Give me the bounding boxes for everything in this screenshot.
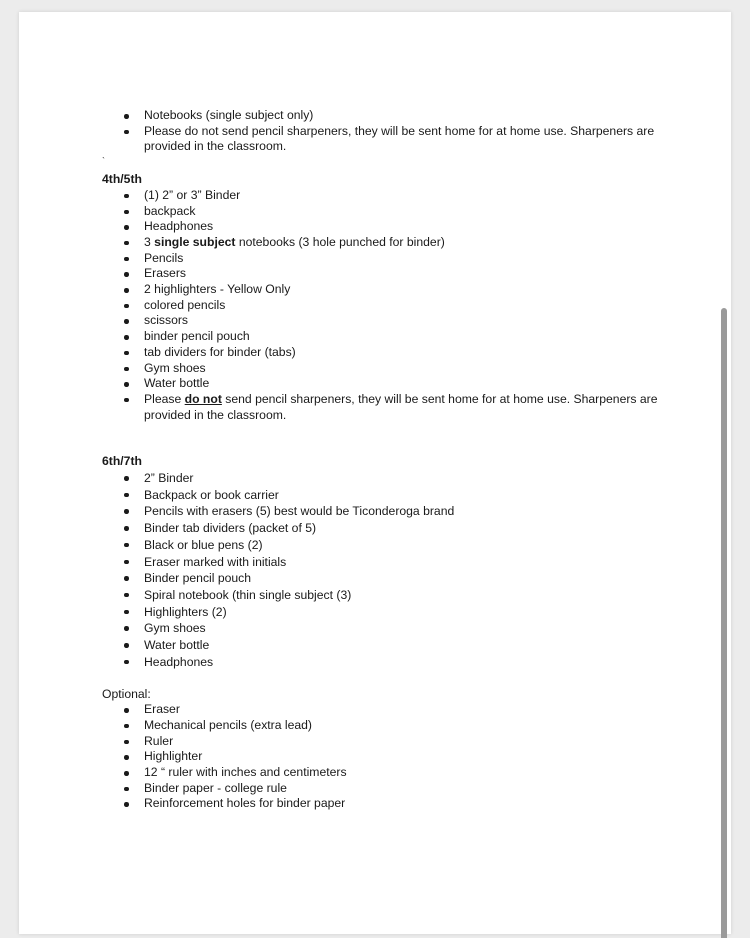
- document-page: [19, 12, 731, 934]
- vertical-scrollbar[interactable]: [721, 308, 727, 938]
- spacer: [102, 671, 682, 687]
- supply-list-top: [102, 108, 682, 155]
- list-item-notebooks: [102, 235, 682, 251]
- list-item: 12 “ ruler with inches and centimeters: [102, 765, 682, 781]
- list-item: Pencils: [102, 251, 682, 267]
- section-heading-optional: Optional:: [102, 686, 151, 701]
- list-item: Eraser marked with initials: [102, 554, 682, 571]
- list-item-sharpeners: [102, 392, 682, 423]
- list-item: Gym shoes: [102, 620, 682, 637]
- section-heading-4th-5th: 4th/5th: [102, 172, 142, 187]
- list-item: Water bottle: [102, 637, 682, 654]
- list-item: Water bottle: [102, 376, 682, 392]
- supply-list-4th-5th: [102, 188, 682, 424]
- spacer: [102, 423, 682, 454]
- list-item: colored pencils: [102, 298, 682, 314]
- list-item: Black or blue pens (2): [102, 537, 682, 554]
- list-item: Reinforcement holes for binder paper: [102, 796, 682, 812]
- list-item: Ruler: [102, 734, 682, 750]
- list-item: Gym shoes: [102, 361, 682, 377]
- list-item: backpack: [102, 204, 682, 220]
- list-item: Erasers: [102, 266, 682, 282]
- list-item: Binder paper - college rule: [102, 781, 682, 797]
- text: send pencil sharpeners, they will be sent home for at home use. Sharpeners are provided in the classroom.: [144, 391, 658, 422]
- supply-list-optional: [102, 702, 682, 812]
- list-item: binder pencil pouch: [102, 329, 682, 345]
- list-item: (1) 2” or 3” Binder: [102, 188, 682, 204]
- list-item: Notebooks (single subject only): [102, 108, 682, 124]
- list-item: Headphones: [102, 219, 682, 235]
- list-item: 2 highlighters - Yellow Only: [102, 282, 682, 298]
- section-heading-6th-7th: 6th/7th: [102, 454, 142, 469]
- list-item: Mechanical pencils (extra lead): [102, 718, 682, 734]
- bold-underlined-text: do not: [184, 391, 222, 406]
- list-item: Eraser: [102, 702, 682, 718]
- text: Please: [144, 391, 185, 406]
- text: 3: [144, 234, 155, 249]
- supply-list-6th-7th: [102, 470, 682, 670]
- list-item: tab dividers for binder (tabs): [102, 345, 682, 361]
- list-item: Binder pencil pouch: [102, 570, 682, 587]
- list-item: Headphones: [102, 654, 682, 671]
- list-item: scissors: [102, 313, 682, 329]
- stray-mark: `: [102, 156, 105, 167]
- bold-text: single subject: [154, 234, 236, 249]
- list-item: Please do not send pencil sharpeners, they will be sent home for at home use. Sharpeners are provided in the classroom.: [102, 124, 682, 155]
- list-item: Highlighters (2): [102, 604, 682, 621]
- list-item: Backpack or book carrier: [102, 487, 682, 504]
- list-item: 2” Binder: [102, 470, 682, 487]
- list-item: Pencils with erasers (5) best would be Ticonderoga brand: [102, 503, 682, 520]
- document-content: [102, 108, 682, 812]
- list-item: Binder tab dividers (packet of 5): [102, 520, 682, 537]
- list-item: Highlighter: [102, 749, 682, 765]
- text: notebooks (3 hole punched for binder): [235, 234, 445, 249]
- list-item: Spiral notebook (thin single subject (3): [102, 587, 682, 604]
